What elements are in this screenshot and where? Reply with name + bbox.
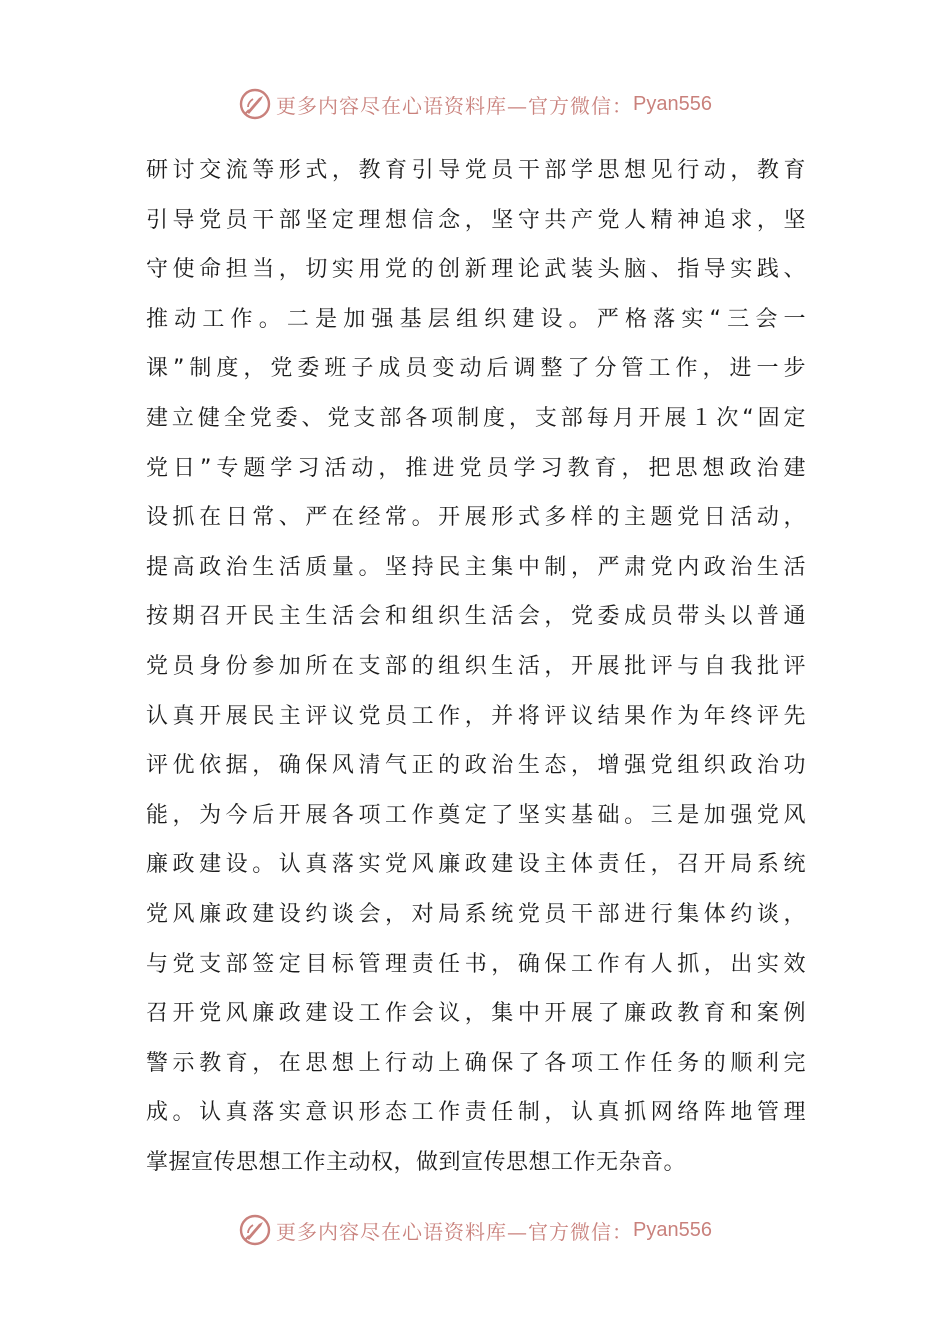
text-line: 掌握宣传思想工作主动权，做到宣传思想工作无杂音。 <box>146 1149 687 1175</box>
pen-nib-logo-icon <box>238 1213 272 1247</box>
text-line: 评优依据，确保风清气正的政治生态，增强党组织政治功 <box>146 753 806 779</box>
text-line: 能，为今后开展各项工作奠定了坚实基础。三是加强党风 <box>146 802 806 828</box>
watermark-wechat-id: Pyan556 <box>633 92 712 115</box>
pen-nib-logo-icon <box>238 87 272 121</box>
text-line: 课”制度，党委班子成员变动后调整了分管工作，进一步 <box>146 356 806 382</box>
text-line: 党风廉政建设约谈会，对局系统党员干部进行集体约谈， <box>146 901 806 927</box>
text-line: 认真开展民主评议党员工作，并将评议结果作为年终评先 <box>146 703 806 729</box>
document-body <box>146 146 806 1187</box>
text-line: 成。认真落实意识形态工作责任制，认真抓网络阵地管理 <box>146 1100 806 1126</box>
text-line: 按期召开民主生活会和组织生活会，党委成员带头以普通 <box>146 604 806 630</box>
text-line: 推动工作。二是加强基层组织建设。严格落实“三会一 <box>146 306 806 332</box>
watermark-text: 更多内容尽在心语资料库—官方微信： <box>276 1219 634 1244</box>
text-line: 与党支部签定目标管理责任书，确保工作有人抓，出实效 <box>146 951 806 977</box>
text-line: 召开党风廉政建设工作会议，集中开展了廉政教育和案例 <box>146 1001 806 1027</box>
text-line: 守使命担当，切实用党的创新理论武装头脑、指导实践、 <box>146 257 806 283</box>
text-line: 警示教育，在思想上行动上确保了各项工作任务的顺利完 <box>146 1050 806 1076</box>
text-line: 设抓在日常、严在经常。开展形式多样的主题党日活动， <box>146 505 806 531</box>
watermark-wechat-id: Pyan556 <box>633 1218 712 1241</box>
text-line: 研讨交流等形式，教育引导党员干部学思想见行动，教育 <box>146 158 806 183</box>
text-line: 党日”专题学习活动，推进党员学习教育，把思想政治建 <box>146 455 806 481</box>
footer-watermark <box>0 1208 950 1252</box>
text-line: 引导党员干部坚定理想信念，坚守共产党人精神追求，坚 <box>146 207 806 233</box>
text-line: 提高政治生活质量。坚持民主集中制，严肃党内政治生活 <box>146 554 806 580</box>
text-line: 建立健全党委、党支部各项制度，支部每月开展１次“固定 <box>146 405 806 431</box>
header-watermark <box>0 82 950 126</box>
text-line: 党员身份参加所在支部的组织生活，开展批评与自我批评 <box>146 653 806 679</box>
watermark-text: 更多内容尽在心语资料库—官方微信： <box>276 93 634 118</box>
text-line: 廉政建设。认真落实党风廉政建设主体责任，召开局系统 <box>146 852 806 878</box>
